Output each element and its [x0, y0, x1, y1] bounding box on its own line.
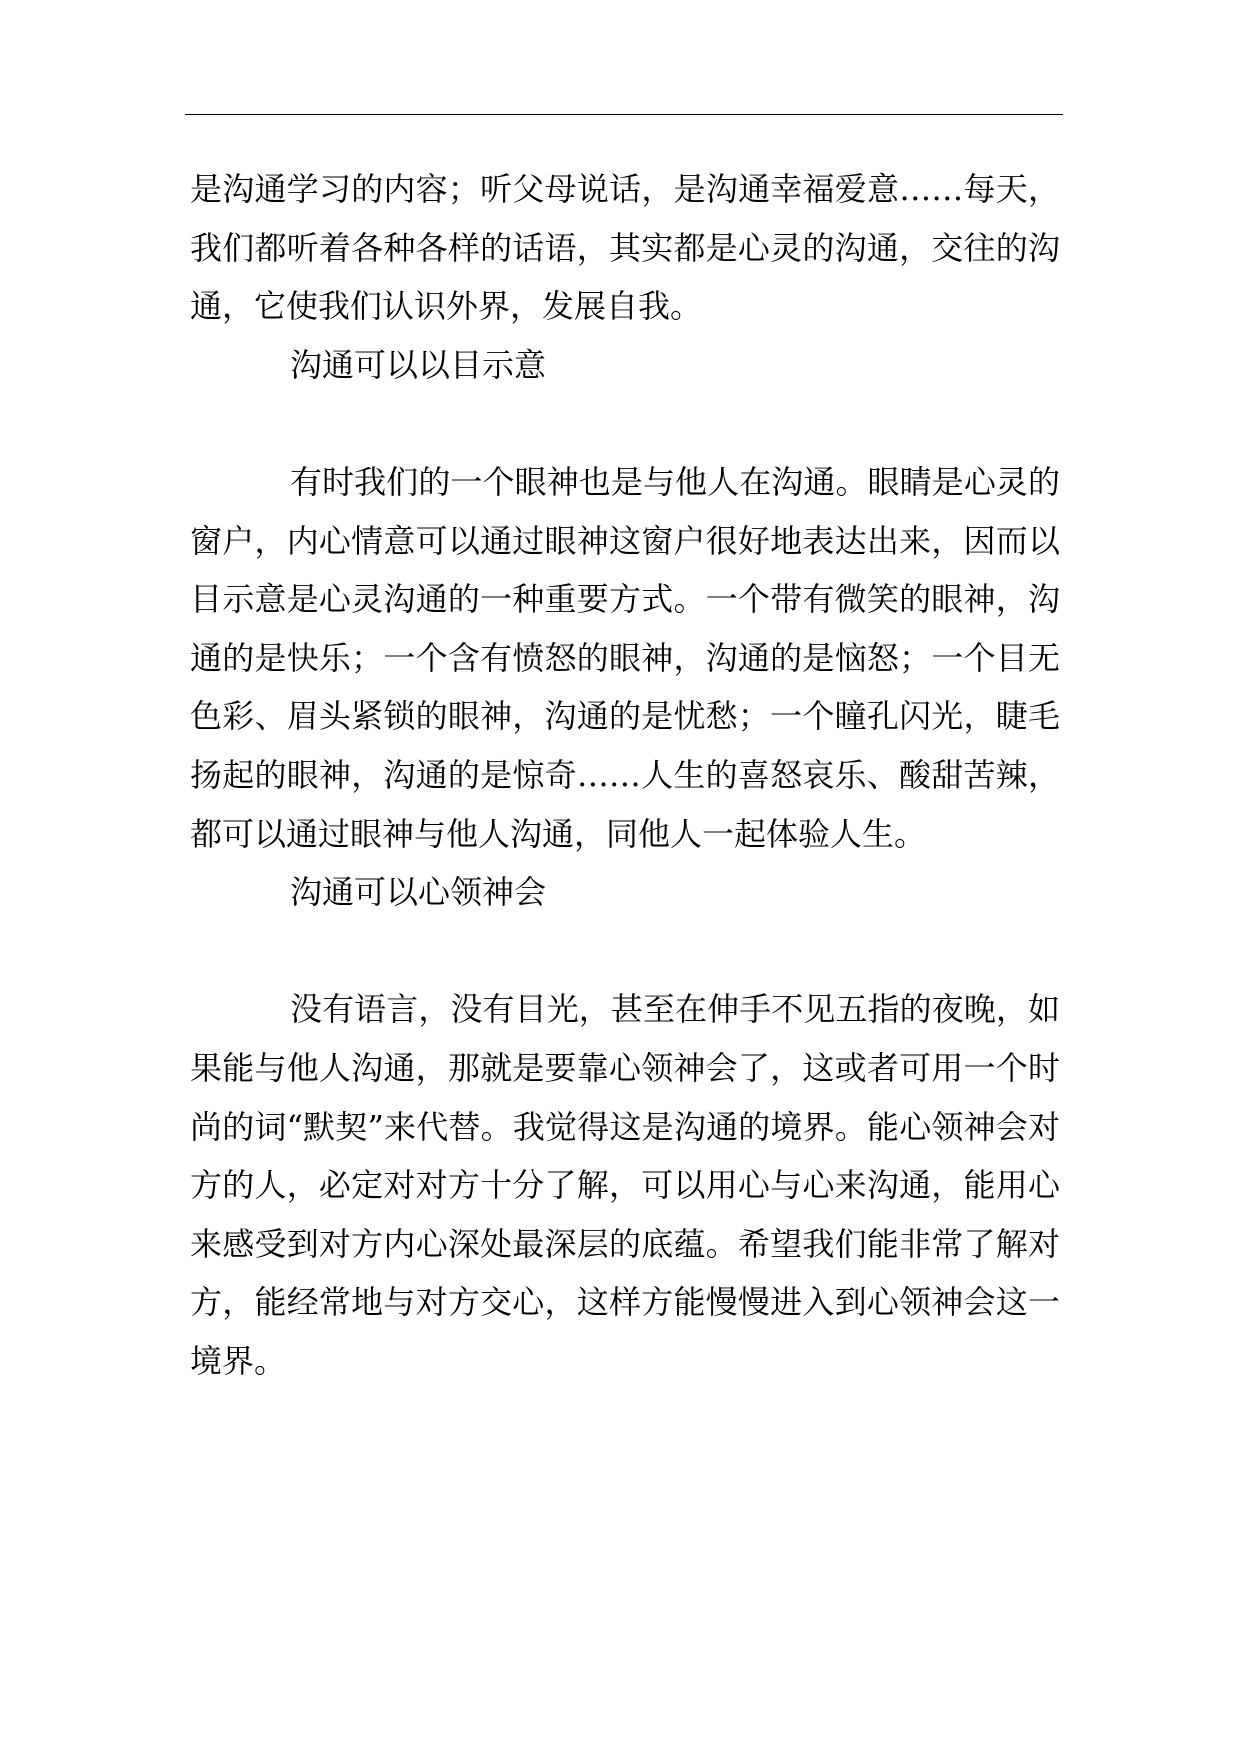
- header-rule: [185, 114, 1063, 115]
- section-heading-eye-contact: 沟通可以以目示意: [290, 345, 547, 384]
- section-heading-tacit-understanding: 沟通可以心领神会: [290, 873, 547, 912]
- paragraph-tacit-understanding: 没有语言，没有目光，甚至在伸手不见五指的夜晚，如果能与他人沟通，那就是要靠心领神会了，这或者可用一个时尚的词“默契”来代替。我觉得这是沟通的境界。能心领神会对方的人，必定对对方十分了解，可以用心与心来沟通，能用心来感受到对方内心深处最深层的底蕴。希望我们能非常了解对方，能经常地与对方交心，这样方能慢慢进入到心领神会这一境界。: [190, 990, 1060, 1380]
- paragraph-eye-contact: 有时我们的一个眼神也是与他人在沟通。眼睛是心灵的窗户，内心情意可以通过眼神这窗户很好地表达出来，因而以目示意是心灵沟通的一种重要方式。一个带有微笑的眼神，沟通的是快乐；一个含有愤怒的眼神，沟通的是恼怒；一个目无色彩、眉头紧锁的眼神，沟通的是忧愁；一个瞳孔闪光，睫毛扬起的眼神，沟通的是惊奇……人生的喜怒哀乐、酸甜苦辣，都可以通过眼神与他人沟通，同他人一起体验人生。: [190, 462, 1060, 853]
- paragraph-continuation: 是沟通学习的内容；听父母说话，是沟通幸福爱意……每天，我们都听着各种各样的话语，其实都是心灵的沟通，交往的沟通，它使我们认识外界，发展自我。: [190, 170, 1060, 326]
- document-body: [190, 160, 1060, 1390]
